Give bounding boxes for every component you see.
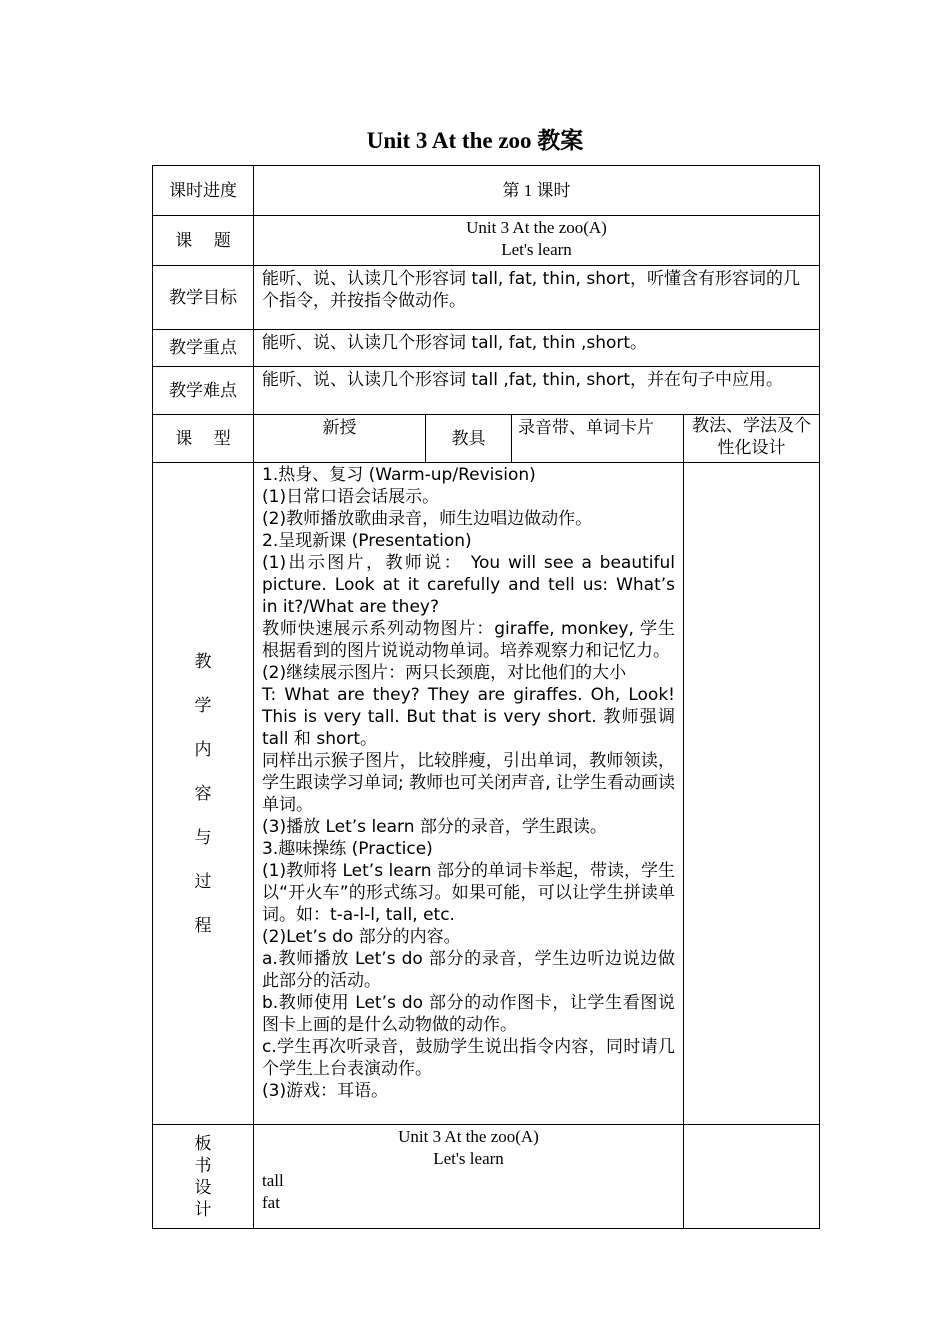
row-topic [153,216,820,266]
process-line: 教师快速展示系列动物图片：giraffe, monkey, 学生根据看到的图片说说动物单词。培养观察力和记忆力。 [262,619,675,661]
process-line: (1)教师将 Let’s learn 部分的单词卡举起，带读，学生以“开火车”的形式练习。如果可能，可以让学生拼读单词。如：t-a-l-l, tall, etc. [262,861,675,925]
board-label-char: 书 [194,1155,212,1176]
process-label-char: 程 [194,915,212,936]
board-label-char: 设 [194,1177,212,1198]
topic-label: 课 题 [153,216,254,266]
method-label: 教法、学法及个性化设计 [684,415,820,463]
row-difficulty [153,367,820,415]
process-line: a.教师播放 Let’s do 部分的录音，学生边听边说边做此部分的活动。 [262,949,675,991]
page-title: Unit 3 At the zoo 教案 [366,128,584,153]
period-label: 课时进度 [153,166,254,216]
row-objective [153,266,820,330]
process-line: (2)Let’s do 部分的内容。 [262,927,461,947]
row-period [153,166,820,216]
process-line: 1.热身、复习 (Warm-up/Revision) [262,465,536,485]
board-label-char: 板 [194,1133,212,1154]
objective-label: 教学目标 [153,266,254,330]
row-lesson-type [153,415,820,463]
difficulty-label: 教学难点 [153,367,254,415]
row-process [153,463,820,1125]
process-line: (1)日常口语会话展示。 [262,487,440,507]
tools-value: 录音带、单词卡片 [512,415,684,463]
process-notes [684,463,820,1125]
process-label-char: 与 [194,827,212,848]
process-line: c.学生再次听录音，鼓励学生说出指令内容，同时请几个学生上台表演动作。 [262,1037,675,1079]
board-word-2: fat [262,1193,280,1212]
row-key-point [153,330,820,367]
process-line: (1)出示图片，教师说： You will see a beautiful picture. Look at it carefully and tell us: What’s in it?/What are they? [262,553,675,617]
topic-line-2: Let's learn [501,240,572,259]
period-value: 第 1 课时 [254,166,820,216]
process-label [153,463,254,1125]
key-point-label: 教学重点 [153,330,254,367]
board-label [153,1125,254,1229]
process-line: b.教师使用 Let’s do 部分的动作图卡，让学生看图说图卡上画的是什么动物做的动作。 [262,993,675,1035]
process-line: T: What are they? They are giraffes. Oh, Look! This is very tall. But that is very short. 教师强调 tall 和 short。 [262,685,675,749]
process-label-char: 容 [194,783,212,804]
difficulty-text: 能听、说、认读几个形容词 tall ,fat, thin, short，并在句子中应用。 [254,367,820,415]
board-notes [684,1125,820,1229]
lesson-type-value: 新授 [254,415,426,463]
process-label-char: 过 [194,871,212,892]
board-label-char: 计 [194,1199,212,1220]
process-line: (2)教师播放歌曲录音，师生边唱边做动作。 [262,509,593,529]
process-content [254,463,684,1125]
key-point-text: 能听、说、认读几个形容词 tall, fat, thin ,short。 [254,330,820,367]
process-line: (3)播放 Let’s learn 部分的录音，学生跟读。 [262,817,607,837]
lesson-type-label: 课 型 [153,415,254,463]
process-label-char: 学 [194,695,212,716]
process-line: 同样出示猴子图片，比较胖瘦，引出单词，教师领读，学生跟读学习单词; 教师也可关闭声音, 让学生看动画读单词。 [262,751,675,815]
topic-line-1: Unit 3 At the zoo(A) [466,218,607,237]
board-line-2: Let's learn [433,1149,504,1168]
lesson-plan-table [152,165,820,1229]
board-word-1: tall [262,1171,284,1190]
process-line: 2.呈现新课 (Presentation) [262,531,472,551]
process-label-char: 教 [194,651,212,672]
row-board [153,1125,820,1229]
process-label-char: 内 [194,739,212,760]
objective-text: 能听、说、认读几个形容词 tall, fat, thin, short，听懂含有形容词的几个指令，并按指令做动作。 [254,266,820,330]
process-line: (2)继续展示图片：两只长颈鹿，对比他们的大小 [262,663,627,683]
process-line: (3)游戏：耳语。 [262,1081,389,1101]
board-line-1: Unit 3 At the zoo(A) [398,1127,539,1146]
tools-label: 教具 [426,415,512,463]
process-line: 3.趣味操练 (Practice) [262,839,433,859]
